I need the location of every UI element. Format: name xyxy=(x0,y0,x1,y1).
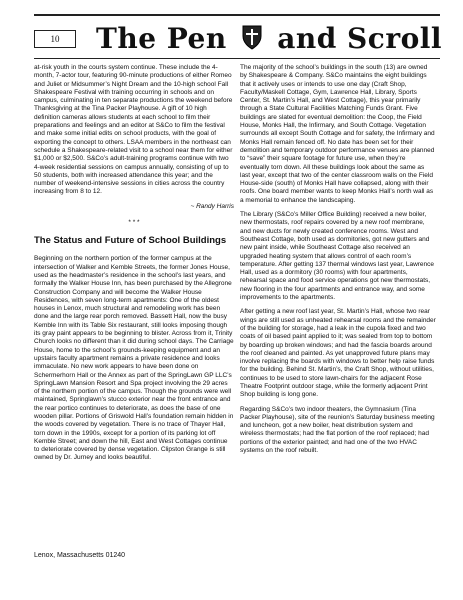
section-divider: * * * xyxy=(128,219,140,227)
footer-location: Lenox, Massachusetts 01240 xyxy=(34,552,126,559)
article-paragraph: The majority of the school’s buildings in the south (13) are owned by Shakespeare & Company. S&Co maintains the eight buildings that it actively uses or intends to use one day (Craft Shop, Faculty/Maskell Cottage, Gym, Lawrence Hall, Library, Sports Center, St. Martin’s Hall, and West Cottage), this year primarily through a State Cultural Facilities Matching Funds Grant. Five buildings are slated for eventual demolition: the Coop, the Field House, Monks Hall, the Infirmary, and South Cottage. Vegetation surrounds all except South Cottage and for safety, the Infirmary and Monks Hall remain fenced off. No date has been set for their demolition and temporary outdoor performance venues are planned to “save” their square footage for future use, when they’re eventually torn down. All these buildings look about the same as last year, except that two of the center classroom walls on the Field House-side (south) of Monks Hall have collapsed, along with their roofs. One board member wants to keep Monks Hall’s north wall as a memorial to enhance the landscaping. xyxy=(240,64,435,204)
header-rule-top xyxy=(34,14,440,16)
author-signature: ~ Randy Harris xyxy=(190,202,234,210)
masthead-title-part1: The Pen xyxy=(96,22,227,55)
masthead xyxy=(96,22,446,56)
page-header xyxy=(0,0,463,70)
article-paragraph: at-risk youth in the courts system continue. These include the 4-month, 7-actor tour, featuring 90-minute productions of either Romeo and Juliet or Midsummer’s Night Dream and the 10-high school Fall Shakespeare Festival with training occurring in schools and on campus, culminating in ten separate productions the weekend before Thanksgiving at the Tina Packer Playhouse. A gift of 10 high definition cameras allows students at each school to film their preparations and feelings and an editor at S&Co to film the festival and make some initial edits on school products, with the goal of exporting the concept to others. LSAA members in the northeast can schedule a Shakespeare-related visit to a school near them for either $1,000 or $2,500. S&Co’s adult-training programs continue with two 4-week residential sessions on campus annually, consisting of up to 50 students, both with increased attendance this year; and the number of weekend-intensive sessions in cities across the country increasing from 8 to 12. xyxy=(34,64,233,196)
article-paragraph: After getting a new roof last year, St. Martin’s Hall, whose two rear wings are still used as unheated rehearsal rooms and the remainder of the building for storage, had a leak in the cupola fixed and two coats of oil based paint applied to it; was sealed from top to bottom by boarding up broken windows; and had the fascia boards around the roof cleaned and painted. As yet unapproved future plans may involve replacing the boards with windows to better help raise funds for the building. Behind St. Martin’s, the Craft Shop, without utilities, continues to be used to store lawn-chairs for the adjacent Rose Theatre Footprint outdoor stage, while the formerly adjacent Print Shop building is long gone. xyxy=(240,308,436,399)
header-rule-bottom xyxy=(34,58,440,59)
article-paragraph: Beginning on the northern portion of the former campus at the intersection of Walker and Kemble Streets, the former Jones House, used as the headmaster’s residence in the school’s last years, and formally the Walker House Inn, has been purchased by the Allegrone Construction Company and will become the Walker House Residences, with seven long-term apartments: One of the oldest houses in Lenox, much structural and remodeling work has been done and the large rear porch removed. Bassett Hall, now the busy Kemble Inn with its Table Six restaurant, still looks imposing though its gray paint appears to be beginning to blister. Across from it, Trinity Church looks no different than it did during school days. The Carriage House, home to the school’s grounds-keeping equipment and an upstairs faculty apartment remains a private residence and looks immaculate. No new work appears to have been done on Schermerhorn Hall or the Annex as part of the SpringLawn GP LLC’s SpringLawn Mansion Resort and Spa project involving the 29 acres of the northern portion of the campus. Though the grounds were well maintained, Springlawn’s stucco exterior near the front entrance and the rear portico continues to deteriorate, as does the base of one wooden pillar. Portions of Griswold Hall’s foundation remain hidden in the woods covered by vegetation. There is no trace of Thayer Hall, torn down in the 1990s, except for a portion of its parking lot off Kemble Street; and down the hill, East and West Cottages continue to deteriorate covered by dense vegetation. Clipston Grange is still owned by Dr. Jurney and looks beautiful. xyxy=(34,255,234,462)
right-column xyxy=(240,64,436,461)
page-number: 10 xyxy=(34,30,76,48)
article-paragraph: Regarding S&Co’s two indoor theaters, the Gymnasium (Tina Packer Playhouse), site of the reunion’s Saturday business meeting and luncheon, got a new boiler, heat distribution system and wireless thermostats; had the flat portion of the roof replaced; had portions of the exterior painted; and had one of the two HVAC systems on the roof rebuilt. xyxy=(240,405,435,455)
crest-icon xyxy=(241,24,263,58)
masthead-title-part2: and Scroll xyxy=(277,22,443,55)
section-heading: The Status and Future of School Buildings xyxy=(34,235,227,247)
left-column xyxy=(34,64,234,469)
article-paragraph: The Library (S&Co’s Miller Office Building) received a new boiler, new thermostats, roof repairs covered by a new roof membrane, and new ducts for newly created conference rooms. West and Southeast Cottage, both used as dormitories, got new gutters and new paint inside, while Southeast Cottage also received an upgraded heating system that allows control of each room’s temperature. After getting 137 thermal windows last year, Lawrence Hall, used as a dormitory (30 rooms) with four apartments, rehearsal space and food service operations got new thermostats, new flooring in the four apartments and entrance way, and some improvements to the apartments. xyxy=(240,211,435,302)
